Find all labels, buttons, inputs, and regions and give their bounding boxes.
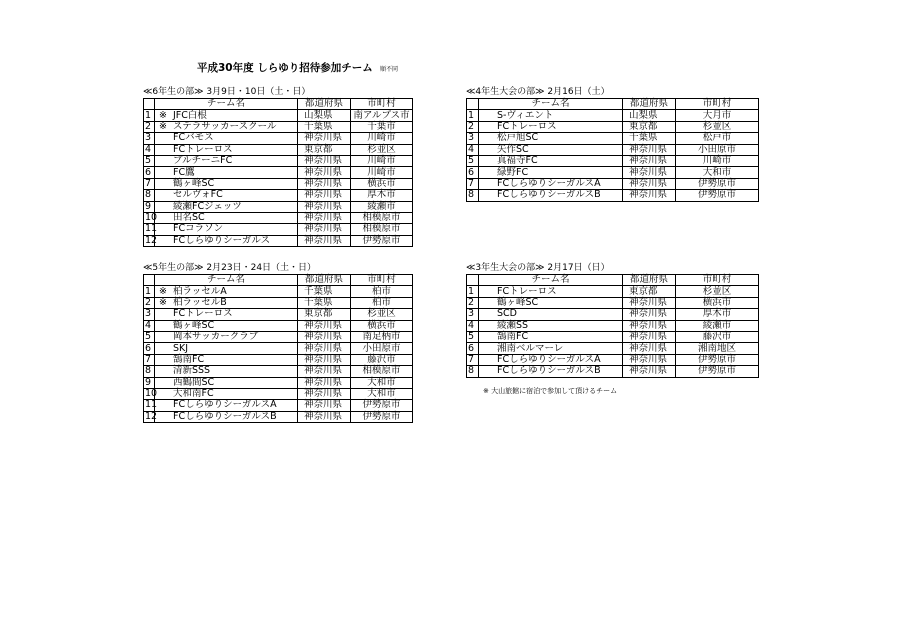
team-name: 清新SSS bbox=[173, 365, 211, 377]
row-number: 7 bbox=[144, 178, 155, 189]
table-row bbox=[467, 133, 759, 144]
team-name-cell bbox=[479, 110, 623, 121]
prefecture-cell: 神奈川県 bbox=[623, 309, 676, 320]
city-cell: 伊勢原市 bbox=[676, 178, 759, 189]
header-city: 市町村 bbox=[351, 99, 413, 110]
city-cell: 柏市 bbox=[351, 286, 413, 297]
team-name: FCバモス bbox=[173, 132, 214, 144]
city-cell: 川崎市 bbox=[676, 155, 759, 166]
city-cell: 川崎市 bbox=[351, 133, 413, 144]
city-cell: 横浜市 bbox=[351, 320, 413, 331]
table-row bbox=[467, 331, 759, 342]
team-name: FCトレーロス bbox=[173, 308, 233, 320]
row-number: 1 bbox=[467, 110, 479, 121]
header-number bbox=[144, 99, 155, 110]
table-row bbox=[144, 178, 413, 189]
city-cell: 柏市 bbox=[351, 297, 413, 308]
section-label: ≪4年生大会の部≫ 2月16日（土） bbox=[466, 87, 610, 97]
row-number: 5 bbox=[144, 155, 155, 166]
team-name-cell bbox=[155, 212, 298, 223]
prefecture-cell: 神奈川県 bbox=[298, 133, 351, 144]
header-team-name: チーム名 bbox=[479, 99, 623, 110]
header-number bbox=[467, 99, 479, 110]
team-name: 鵠南FC bbox=[497, 331, 529, 343]
table-row bbox=[144, 377, 413, 388]
header-city: 市町村 bbox=[351, 275, 413, 286]
table-row bbox=[144, 411, 413, 422]
section-label: ≪3年生大会の部≫ 2月17日（日） bbox=[466, 263, 610, 273]
team-name-cell bbox=[155, 178, 298, 189]
prefecture-cell: 千葉県 bbox=[298, 297, 351, 308]
prefecture-cell: 神奈川県 bbox=[623, 354, 676, 365]
team-name-cell bbox=[155, 343, 298, 354]
lodging-mark: ※ bbox=[159, 296, 167, 308]
table-row bbox=[144, 190, 413, 201]
team-name: 湘南ベルマーレ bbox=[497, 342, 564, 354]
header-row bbox=[467, 275, 759, 286]
table-row bbox=[467, 121, 759, 132]
team-name-cell bbox=[479, 354, 623, 365]
table-row bbox=[144, 155, 413, 166]
table-row bbox=[144, 110, 413, 121]
row-number: 7 bbox=[467, 178, 479, 189]
team-name-cell bbox=[479, 144, 623, 155]
team-name-cell bbox=[155, 155, 298, 166]
city-cell: 綾瀬市 bbox=[351, 201, 413, 212]
table-row bbox=[144, 133, 413, 144]
team-name: FCしらゆりシーガルス bbox=[173, 234, 271, 246]
city-cell: 相模原市 bbox=[351, 366, 413, 377]
row-number: 5 bbox=[467, 331, 479, 342]
city-cell: 湘南地区 bbox=[676, 343, 759, 354]
row-number: 8 bbox=[467, 366, 479, 377]
row-number: 12 bbox=[145, 234, 158, 246]
team-name-cell bbox=[479, 121, 623, 132]
team-name-cell bbox=[479, 320, 623, 331]
prefecture-cell: 東京都 bbox=[623, 121, 676, 132]
city-cell: 千葉市 bbox=[351, 121, 413, 132]
city-cell: 伊勢原市 bbox=[351, 400, 413, 411]
row-number: 6 bbox=[144, 167, 155, 178]
team-name-cell bbox=[155, 354, 298, 365]
table-row bbox=[467, 320, 759, 331]
header-number bbox=[467, 275, 479, 286]
grade6-section bbox=[143, 86, 413, 247]
team-name: ステラサッカースクール bbox=[173, 120, 277, 132]
city-cell: 綾瀬市 bbox=[676, 320, 759, 331]
row-number: 4 bbox=[467, 144, 479, 155]
prefecture-cell: 東京都 bbox=[298, 144, 351, 155]
team-name-cell bbox=[479, 178, 623, 189]
prefecture-cell: 神奈川県 bbox=[298, 388, 351, 399]
section-label: ≪5年生の部≫ 2月23日・24日（土・日） bbox=[143, 263, 317, 273]
table-row bbox=[144, 297, 413, 308]
city-cell: 大月市 bbox=[676, 110, 759, 121]
row-number: 1 bbox=[144, 110, 155, 121]
table-row bbox=[467, 286, 759, 297]
team-name: 田名SC bbox=[173, 212, 205, 224]
city-cell: 伊勢原市 bbox=[676, 366, 759, 377]
prefecture-cell: 神奈川県 bbox=[623, 366, 676, 377]
prefecture-cell: 神奈川県 bbox=[298, 343, 351, 354]
table-row bbox=[144, 309, 413, 320]
team-name: S-ヴィエント bbox=[497, 109, 554, 121]
team-name-cell bbox=[155, 320, 298, 331]
header-city: 市町村 bbox=[676, 99, 759, 110]
team-name-cell bbox=[155, 286, 298, 297]
team-name: 綾瀬FCジェッツ bbox=[173, 200, 242, 212]
prefecture-cell: 神奈川県 bbox=[623, 155, 676, 166]
prefecture-cell: 神奈川県 bbox=[623, 144, 676, 155]
team-name: FCトレーロス bbox=[497, 285, 557, 297]
city-cell: 大和市 bbox=[351, 377, 413, 388]
table-row bbox=[144, 201, 413, 212]
team-name: 柏ラッセルA bbox=[173, 285, 227, 297]
city-cell: 小田原市 bbox=[676, 144, 759, 155]
team-name-cell bbox=[155, 331, 298, 342]
table-row bbox=[144, 224, 413, 235]
row-number: 4 bbox=[467, 320, 479, 331]
team-name-cell bbox=[479, 286, 623, 297]
prefecture-cell: 神奈川県 bbox=[298, 411, 351, 422]
table-row bbox=[467, 297, 759, 308]
city-cell: 横浜市 bbox=[676, 297, 759, 308]
table-row bbox=[144, 331, 413, 342]
prefecture-cell: 神奈川県 bbox=[623, 178, 676, 189]
city-cell: 杉並区 bbox=[351, 309, 413, 320]
city-cell: 南アルプス市 bbox=[351, 110, 413, 121]
team-name-cell bbox=[479, 331, 623, 342]
header-row bbox=[467, 99, 759, 110]
prefecture-cell: 神奈川県 bbox=[298, 178, 351, 189]
prefecture-cell: 神奈川県 bbox=[623, 190, 676, 201]
prefecture-cell: 神奈川県 bbox=[298, 235, 351, 246]
team-name: FCコラソン bbox=[173, 223, 224, 235]
grade5-section bbox=[143, 262, 413, 423]
team-name-cell bbox=[479, 167, 623, 178]
table-row bbox=[144, 354, 413, 365]
city-cell: 厚木市 bbox=[351, 190, 413, 201]
row-number: 2 bbox=[467, 121, 479, 132]
header-prefecture: 都道府県 bbox=[623, 99, 676, 110]
lodging-mark: ※ bbox=[159, 109, 167, 121]
city-cell: 川崎市 bbox=[351, 155, 413, 166]
header-city: 市町村 bbox=[676, 275, 759, 286]
prefecture-cell: 千葉県 bbox=[623, 133, 676, 144]
table-row bbox=[467, 343, 759, 354]
row-number: 5 bbox=[144, 331, 155, 342]
prefecture-cell: 東京都 bbox=[623, 286, 676, 297]
city-cell: 杉並区 bbox=[351, 144, 413, 155]
header-team-name: チーム名 bbox=[155, 99, 298, 110]
order-note: 順不同 bbox=[380, 66, 399, 73]
city-cell: 伊勢原市 bbox=[676, 190, 759, 201]
team-name-cell bbox=[155, 133, 298, 144]
team-name-cell bbox=[155, 366, 298, 377]
team-name-cell bbox=[155, 411, 298, 422]
prefecture-cell: 神奈川県 bbox=[298, 354, 351, 365]
header-row bbox=[144, 275, 413, 286]
table-row bbox=[144, 286, 413, 297]
prefecture-cell: 神奈川県 bbox=[298, 190, 351, 201]
team-name-cell bbox=[155, 377, 298, 388]
row-number: 2 bbox=[467, 297, 479, 308]
city-cell: 川崎市 bbox=[351, 167, 413, 178]
row-number: 6 bbox=[467, 343, 479, 354]
lodging-mark: ※ bbox=[159, 120, 167, 132]
header-row bbox=[144, 99, 413, 110]
grade3-section bbox=[466, 262, 759, 378]
city-cell: 藤沢市 bbox=[351, 354, 413, 365]
header-prefecture: 都道府県 bbox=[623, 275, 676, 286]
table-row bbox=[144, 121, 413, 132]
team-name-cell bbox=[479, 155, 623, 166]
city-cell: 伊勢原市 bbox=[676, 354, 759, 365]
header-prefecture: 都道府県 bbox=[298, 99, 351, 110]
lodging-footnote: ※ 大山旅館に宿泊で参加して頂けるチーム bbox=[483, 387, 618, 395]
city-cell: 南足柄市 bbox=[351, 331, 413, 342]
prefecture-cell: 神奈川県 bbox=[298, 212, 351, 223]
city-cell: 杉並区 bbox=[676, 286, 759, 297]
team-name: 大和南FC bbox=[173, 388, 214, 400]
team-name-cell bbox=[155, 167, 298, 178]
team-name: FCしらゆりシーガルスB bbox=[497, 365, 601, 377]
team-name-cell bbox=[155, 110, 298, 121]
team-name: セルヴォFC bbox=[173, 189, 223, 201]
row-number: 7 bbox=[144, 354, 155, 365]
prefecture-cell: 神奈川県 bbox=[298, 366, 351, 377]
prefecture-cell: 神奈川県 bbox=[298, 377, 351, 388]
table-row bbox=[144, 144, 413, 155]
prefecture-cell: 神奈川県 bbox=[623, 167, 676, 178]
team-name-cell bbox=[479, 366, 623, 377]
prefecture-cell: 千葉県 bbox=[298, 286, 351, 297]
team-name: FCトレーロス bbox=[173, 143, 233, 155]
team-name-cell bbox=[479, 297, 623, 308]
header-number bbox=[144, 275, 155, 286]
city-cell: 松戸市 bbox=[676, 133, 759, 144]
team-name-cell bbox=[479, 343, 623, 354]
table-row bbox=[467, 144, 759, 155]
team-name: FCしらゆりシーガルスB bbox=[173, 410, 277, 422]
row-number: 4 bbox=[144, 320, 155, 331]
row-number: 9 bbox=[144, 201, 155, 212]
document-title: 平成30年度 しらゆり招待参加チーム bbox=[197, 62, 373, 74]
prefecture-cell: 神奈川県 bbox=[298, 201, 351, 212]
row-number: 11 bbox=[145, 223, 158, 235]
prefecture-cell: 神奈川県 bbox=[623, 297, 676, 308]
table-row bbox=[467, 354, 759, 365]
prefecture-cell: 東京都 bbox=[298, 309, 351, 320]
table-row bbox=[467, 167, 759, 178]
team-name: 松戸旭SC bbox=[497, 132, 539, 144]
team-name: ブルチーニFC bbox=[173, 155, 233, 167]
city-cell: 相模原市 bbox=[351, 224, 413, 235]
row-number: 6 bbox=[467, 167, 479, 178]
team-name-cell bbox=[155, 400, 298, 411]
table-row bbox=[467, 309, 759, 320]
row-number: 9 bbox=[144, 377, 155, 388]
team-name: JFC白根 bbox=[173, 109, 207, 121]
team-name: FC鷹 bbox=[173, 166, 195, 178]
team-name: FCしらゆりシーガルスB bbox=[497, 189, 601, 201]
prefecture-cell: 千葉県 bbox=[298, 121, 351, 132]
row-number: 3 bbox=[467, 309, 479, 320]
team-name-cell bbox=[479, 309, 623, 320]
city-cell: 相模原市 bbox=[351, 212, 413, 223]
table-row bbox=[467, 155, 759, 166]
prefecture-cell: 山梨県 bbox=[623, 110, 676, 121]
team-name: FCしらゆりシーガルスA bbox=[173, 399, 277, 411]
team-name: FCしらゆりシーガルスA bbox=[497, 177, 601, 189]
team-table bbox=[143, 274, 413, 423]
city-cell: 厚木市 bbox=[676, 309, 759, 320]
table-row bbox=[144, 366, 413, 377]
row-number: 10 bbox=[145, 212, 158, 224]
team-name-cell bbox=[479, 133, 623, 144]
header-prefecture: 都道府県 bbox=[298, 275, 351, 286]
city-cell: 藤沢市 bbox=[676, 331, 759, 342]
team-name-cell bbox=[479, 190, 623, 201]
grade4-section bbox=[466, 86, 759, 202]
team-name: FCトレーロス bbox=[497, 120, 557, 132]
city-cell: 小田原市 bbox=[351, 343, 413, 354]
team-name: 真福寺FC bbox=[497, 155, 538, 167]
row-number: 1 bbox=[144, 286, 155, 297]
team-name-cell bbox=[155, 121, 298, 132]
row-number: 8 bbox=[144, 190, 155, 201]
prefecture-cell: 神奈川県 bbox=[298, 224, 351, 235]
row-number: 2 bbox=[144, 297, 155, 308]
team-name: 緑野FC bbox=[497, 166, 529, 178]
prefecture-cell: 神奈川県 bbox=[298, 320, 351, 331]
table-row bbox=[144, 235, 413, 246]
team-name-cell bbox=[155, 190, 298, 201]
prefecture-cell: 山梨県 bbox=[298, 110, 351, 121]
team-name-cell bbox=[155, 388, 298, 399]
prefecture-cell: 神奈川県 bbox=[298, 331, 351, 342]
row-number: 8 bbox=[144, 366, 155, 377]
row-number: 4 bbox=[144, 144, 155, 155]
team-name: 岡本サッカークラブ bbox=[173, 331, 259, 343]
row-number: 6 bbox=[144, 343, 155, 354]
team-name-cell bbox=[155, 297, 298, 308]
table-row bbox=[144, 400, 413, 411]
prefecture-cell: 神奈川県 bbox=[298, 155, 351, 166]
team-name: 鶴ヶ峰SC bbox=[173, 177, 215, 189]
team-name-cell bbox=[155, 235, 298, 246]
prefecture-cell: 神奈川県 bbox=[623, 343, 676, 354]
row-number: 12 bbox=[145, 410, 158, 422]
city-cell: 大和市 bbox=[351, 388, 413, 399]
row-number: 5 bbox=[467, 155, 479, 166]
city-cell: 横浜市 bbox=[351, 178, 413, 189]
section-label: ≪6年生の部≫ 3月9日・10日（土・日） bbox=[143, 87, 311, 97]
row-number: 3 bbox=[144, 309, 155, 320]
row-number: 10 bbox=[145, 388, 158, 400]
team-name: 柏ラッセルB bbox=[173, 296, 227, 308]
team-name: 鶴ヶ峰SC bbox=[173, 319, 215, 331]
prefecture-cell: 神奈川県 bbox=[298, 400, 351, 411]
table-row bbox=[467, 178, 759, 189]
team-table bbox=[466, 274, 759, 378]
row-number: 2 bbox=[144, 121, 155, 132]
row-number: 8 bbox=[467, 190, 479, 201]
table-row bbox=[144, 167, 413, 178]
prefecture-cell: 神奈川県 bbox=[623, 331, 676, 342]
table-row bbox=[467, 110, 759, 121]
row-number: 3 bbox=[144, 133, 155, 144]
team-name-cell bbox=[155, 224, 298, 235]
table-row bbox=[144, 343, 413, 354]
row-number: 3 bbox=[467, 133, 479, 144]
team-name: 鶴ヶ峰SC bbox=[497, 296, 539, 308]
team-table bbox=[466, 98, 759, 202]
team-name-cell bbox=[155, 144, 298, 155]
row-number: 1 bbox=[467, 286, 479, 297]
team-name: 矢作SC bbox=[497, 143, 529, 155]
table-row bbox=[467, 366, 759, 377]
city-cell: 大和市 bbox=[676, 167, 759, 178]
team-name: 綾瀬SS bbox=[497, 319, 529, 331]
team-name: FCしらゆりシーガルスA bbox=[497, 353, 601, 365]
city-cell: 伊勢原市 bbox=[351, 411, 413, 422]
prefecture-cell: 神奈川県 bbox=[298, 167, 351, 178]
row-number: 11 bbox=[145, 399, 158, 411]
header-team-name: チーム名 bbox=[155, 275, 298, 286]
header-team-name: チーム名 bbox=[479, 275, 623, 286]
team-name-cell bbox=[155, 201, 298, 212]
team-table bbox=[143, 98, 413, 247]
table-row bbox=[144, 320, 413, 331]
team-name: SKJ bbox=[173, 342, 189, 354]
team-name: 西鶴間SC bbox=[173, 376, 215, 388]
city-cell: 杉並区 bbox=[676, 121, 759, 132]
prefecture-cell: 神奈川県 bbox=[623, 320, 676, 331]
city-cell: 伊勢原市 bbox=[351, 235, 413, 246]
row-number: 7 bbox=[467, 354, 479, 365]
team-name: SCD bbox=[497, 308, 517, 320]
team-name-cell bbox=[155, 309, 298, 320]
lodging-mark: ※ bbox=[159, 285, 167, 297]
table-row bbox=[467, 190, 759, 201]
team-name: 鵠南FC bbox=[173, 353, 205, 365]
